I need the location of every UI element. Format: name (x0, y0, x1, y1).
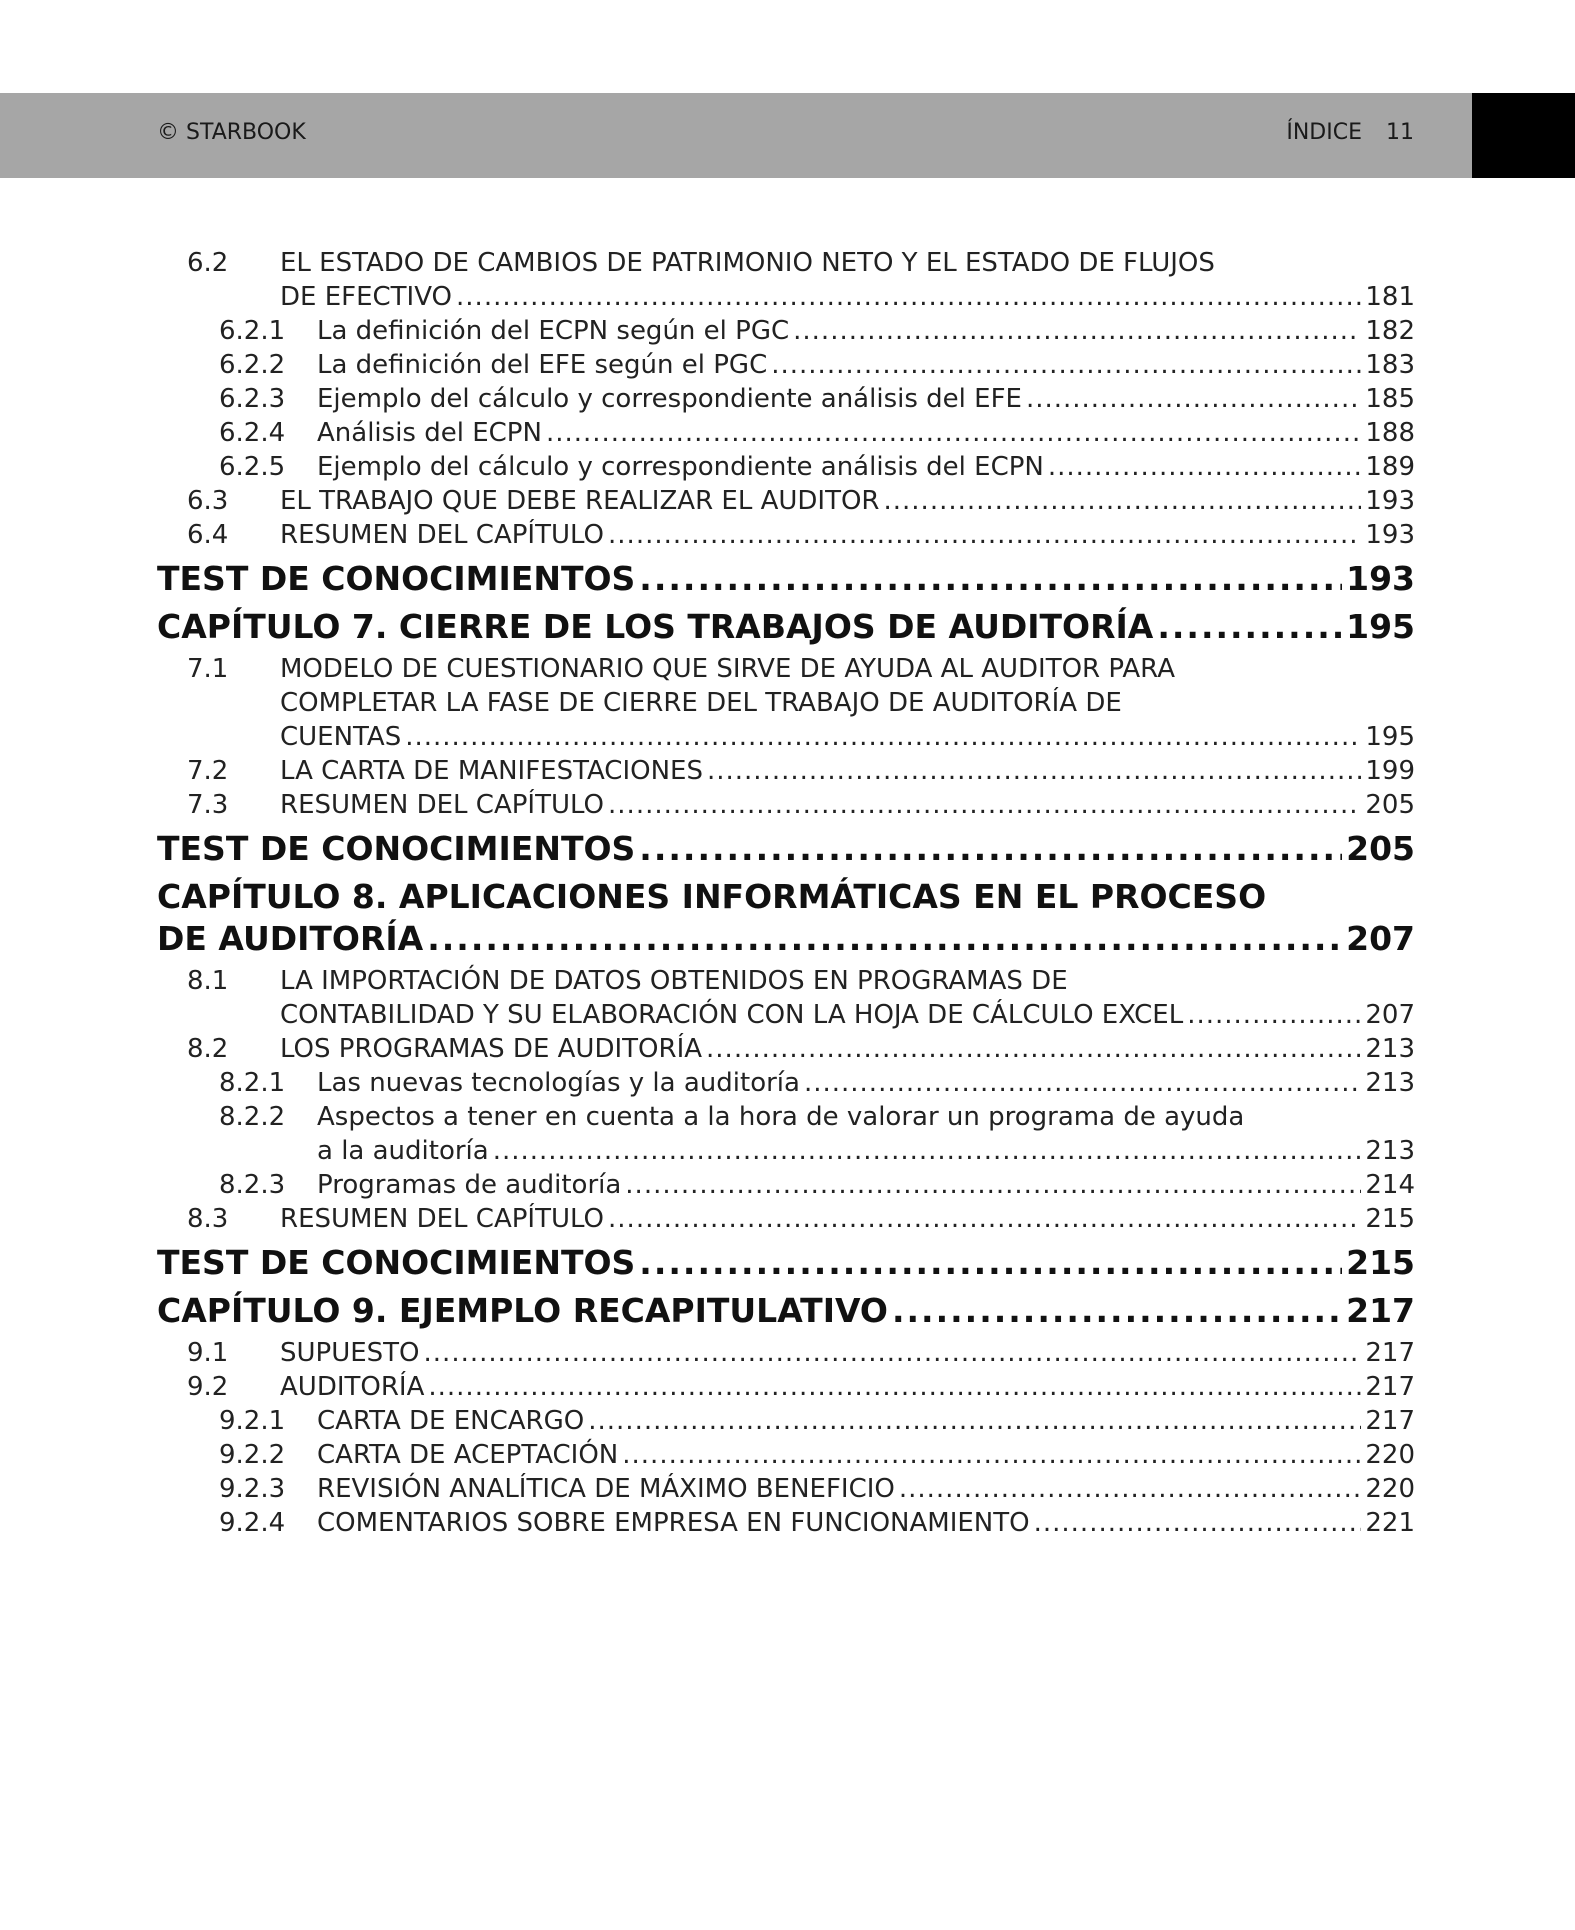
toc-section-entry (157, 1202, 1415, 1236)
toc-entry-number: 9.1 (187, 1338, 229, 1368)
toc-section-entry (157, 788, 1415, 822)
toc-page-number: 182 (1365, 316, 1415, 346)
dot-leader (706, 1032, 1361, 1066)
dot-leader (892, 1290, 1342, 1332)
toc-page-number: 181 (1365, 282, 1415, 312)
toc-page-number: 213 (1365, 1068, 1415, 1098)
dot-leader (622, 1438, 1361, 1472)
toc-entry-title-line: RESUMEN DEL CAPÍTULO (280, 790, 605, 820)
toc-entry-number: 6.4 (187, 520, 229, 550)
toc-entry-title-line: Análisis del ECPN (317, 418, 542, 448)
toc-page-number: 220 (1365, 1440, 1415, 1470)
toc-entry-title-line: DE AUDITORÍA (157, 919, 424, 958)
toc-page-number: 217 (1346, 1291, 1415, 1330)
toc-section-entry (157, 754, 1415, 788)
toc-page-number: 195 (1346, 607, 1415, 646)
toc-page-number: 220 (1365, 1474, 1415, 1504)
toc-entry-number: 8.2.3 (219, 1170, 286, 1200)
header-publisher: © STARBOOK (157, 120, 306, 145)
toc-entry-number: 8.2 (187, 1034, 229, 1064)
toc-entry-number: 9.2.3 (219, 1474, 286, 1504)
toc-section-entry (157, 652, 1415, 754)
toc-page-number: 217 (1365, 1406, 1415, 1436)
dot-leader (1157, 606, 1342, 648)
toc-entry-number: 9.2 (187, 1372, 229, 1402)
toc-page-number: 205 (1365, 790, 1415, 820)
dot-leader (493, 1134, 1362, 1168)
table-of-contents (157, 246, 1415, 1540)
toc-entry-number: 6.2.4 (219, 418, 286, 448)
toc-entry-title-line: CARTA DE ACEPTACIÓN (317, 1440, 619, 1470)
toc-section-entry (157, 314, 1415, 348)
dot-leader (546, 416, 1361, 450)
toc-entry-title-line: REVISIÓN ANALÍTICA DE MÁXIMO BENEFICIO (317, 1474, 895, 1504)
toc-section-entry (157, 1336, 1415, 1370)
toc-section-entry (157, 1168, 1415, 1202)
toc-entry-title-line: TEST DE CONOCIMIENTOS (157, 829, 636, 868)
toc-entry-title-line: Aspectos a tener en cuenta a la hora de valorar un programa de ayuda (317, 1102, 1245, 1132)
dot-leader (608, 1202, 1361, 1236)
toc-page-number: 215 (1365, 1204, 1415, 1234)
dot-leader (793, 314, 1361, 348)
header-thumb-tab (1472, 93, 1575, 178)
toc-entry-title-line: CUENTAS (280, 722, 402, 752)
toc-page-number: 193 (1365, 486, 1415, 516)
toc-entry-title-line: MODELO DE CUESTIONARIO QUE SIRVE DE AYUDA AL AUDITOR PARA (280, 654, 1175, 684)
toc-entry-title-line: EL ESTADO DE CAMBIOS DE PATRIMONIO NETO Y EL ESTADO DE FLUJOS (280, 248, 1215, 278)
toc-entry-title-line: TEST DE CONOCIMIENTOS (157, 1243, 636, 1282)
toc-entry-title-line: Programas de auditoría (317, 1170, 622, 1200)
toc-page-number: 189 (1365, 452, 1415, 482)
toc-page-number: 185 (1365, 384, 1415, 414)
toc-page-number: 215 (1346, 1243, 1415, 1282)
toc-entry-title-line: AUDITORÍA (280, 1372, 425, 1402)
toc-page-number: 193 (1365, 520, 1415, 550)
toc-chapter-entry (157, 828, 1415, 870)
toc-entry-number: 8.1 (187, 966, 229, 996)
toc-section-entry (157, 246, 1415, 314)
toc-entry-title-line: LOS PROGRAMAS DE AUDITORÍA (280, 1034, 703, 1064)
toc-page-number: 199 (1365, 756, 1415, 786)
toc-entry-number: 7.2 (187, 756, 229, 786)
toc-entry-title-line: CAPÍTULO 8. APLICACIONES INFORMÁTICAS EN EL PROCESO (157, 877, 1267, 916)
toc-section-entry (157, 484, 1415, 518)
toc-section-entry (157, 1370, 1415, 1404)
toc-section-entry (157, 450, 1415, 484)
toc-entry-number: 8.2.1 (219, 1068, 286, 1098)
dot-leader (608, 788, 1361, 822)
toc-entry-title-line: DE EFECTIVO (280, 282, 453, 312)
toc-chapter-entry (157, 1290, 1415, 1332)
toc-entry-title-line: Ejemplo del cálculo y correspondiente análisis del EFE (317, 384, 1022, 414)
toc-entry-number: 6.2.1 (219, 316, 286, 346)
toc-entry-title-line: CONTABILIDAD Y SU ELABORACIÓN CON LA HOJA DE CÁLCULO EXCEL (280, 1000, 1184, 1030)
toc-entry-number: 6.2.2 (219, 350, 286, 380)
toc-entry-title-line: La definición del ECPN según el PGC (317, 316, 790, 346)
toc-section-entry (157, 382, 1415, 416)
toc-chapter-entry (157, 876, 1415, 960)
dot-leader (639, 1242, 1342, 1284)
toc-entry-number: 9.2.1 (219, 1406, 286, 1436)
toc-chapter-entry (157, 1242, 1415, 1284)
toc-page-number: 205 (1346, 829, 1415, 868)
toc-entry-title-line: LA IMPORTACIÓN DE DATOS OBTENIDOS EN PROGRAMAS DE (280, 966, 1068, 996)
dot-leader (625, 1168, 1361, 1202)
toc-section-entry (157, 964, 1415, 1032)
toc-entry-number: 8.3 (187, 1204, 229, 1234)
dot-leader (639, 558, 1342, 600)
header-page-number: 11 (1386, 120, 1414, 145)
toc-entry-number: 6.3 (187, 486, 229, 516)
toc-entry-title-line: CAPÍTULO 9. EJEMPLO RECAPITULATIVO (157, 1291, 888, 1330)
toc-section-entry (157, 1100, 1415, 1168)
dot-leader (588, 1404, 1361, 1438)
toc-page-number: 213 (1365, 1136, 1415, 1166)
toc-entry-title-line: LA CARTA DE MANIFESTACIONES (280, 756, 703, 786)
toc-entry-title-line: Las nuevas tecnologías y la auditoría (317, 1068, 800, 1098)
toc-page-number: 207 (1346, 919, 1415, 958)
dot-leader (424, 1336, 1362, 1370)
dot-leader (427, 918, 1342, 960)
toc-chapter-entry (157, 558, 1415, 600)
toc-section-entry (157, 348, 1415, 382)
toc-entry-title-line: COMPLETAR LA FASE DE CIERRE DEL TRABAJO DE AUDITORÍA DE (280, 688, 1122, 718)
toc-entry-title-line: RESUMEN DEL CAPÍTULO (280, 1204, 605, 1234)
dot-leader (639, 828, 1342, 870)
toc-section-entry (157, 1472, 1415, 1506)
dot-leader (456, 280, 1361, 314)
toc-page-number: 195 (1365, 722, 1415, 752)
toc-entry-title-line: CAPÍTULO 7. CIERRE DE LOS TRABAJOS DE AUDITORÍA (157, 607, 1154, 646)
toc-section-entry (157, 416, 1415, 450)
dot-leader (1187, 998, 1361, 1032)
dot-leader (771, 348, 1361, 382)
toc-entry-title-line: RESUMEN DEL CAPÍTULO (280, 520, 605, 550)
toc-section-entry (157, 1066, 1415, 1100)
dot-leader (405, 720, 1361, 754)
toc-section-entry (157, 1032, 1415, 1066)
header-section-info (1286, 118, 1414, 148)
toc-entry-number: 6.2.5 (219, 452, 286, 482)
toc-section-entry (157, 518, 1415, 552)
toc-entry-number: 7.1 (187, 654, 229, 684)
toc-section-entry (157, 1404, 1415, 1438)
toc-page-number: 207 (1365, 1000, 1415, 1030)
dot-leader (1026, 382, 1361, 416)
dot-leader (884, 484, 1362, 518)
toc-entry-number: 8.2.2 (219, 1102, 286, 1132)
toc-entry-title-line: a la auditoría (317, 1136, 489, 1166)
toc-entry-number: 6.2.3 (219, 384, 286, 414)
toc-page-number: 217 (1365, 1372, 1415, 1402)
dot-leader (899, 1472, 1362, 1506)
toc-entry-title-line: COMENTARIOS SOBRE EMPRESA EN FUNCIONAMIENTO (317, 1508, 1030, 1538)
dot-leader (804, 1066, 1361, 1100)
toc-entry-number: 6.2 (187, 248, 229, 278)
toc-section-entry (157, 1506, 1415, 1540)
toc-chapter-entry (157, 606, 1415, 648)
toc-entry-title-line: SUPUESTO (280, 1338, 420, 1368)
dot-leader (707, 754, 1361, 788)
header-section-title: ÍNDICE (1286, 120, 1362, 145)
toc-entry-number: 7.3 (187, 790, 229, 820)
toc-page-number: 217 (1365, 1338, 1415, 1368)
toc-entry-title-line: Ejemplo del cálculo y correspondiente análisis del ECPN (317, 452, 1044, 482)
toc-page-number: 188 (1365, 418, 1415, 448)
toc-section-entry (157, 1438, 1415, 1472)
toc-entry-title-line: La definición del EFE según el PGC (317, 350, 768, 380)
dot-leader (1048, 450, 1362, 484)
toc-entry-number: 9.2.2 (219, 1440, 286, 1470)
toc-entry-number: 9.2.4 (219, 1508, 286, 1538)
toc-entry-title-line: TEST DE CONOCIMIENTOS (157, 559, 636, 598)
toc-page-number: 183 (1365, 350, 1415, 380)
toc-entry-title-line: EL TRABAJO QUE DEBE REALIZAR EL AUDITOR (280, 486, 880, 516)
toc-page-number: 213 (1365, 1034, 1415, 1064)
toc-page-number: 193 (1346, 559, 1415, 598)
dot-leader (608, 518, 1361, 552)
toc-page-number: 221 (1365, 1508, 1415, 1538)
toc-entry-title-line: CARTA DE ENCARGO (317, 1406, 585, 1436)
toc-page-number: 214 (1365, 1170, 1415, 1200)
dot-leader (428, 1370, 1361, 1404)
dot-leader (1034, 1506, 1362, 1540)
